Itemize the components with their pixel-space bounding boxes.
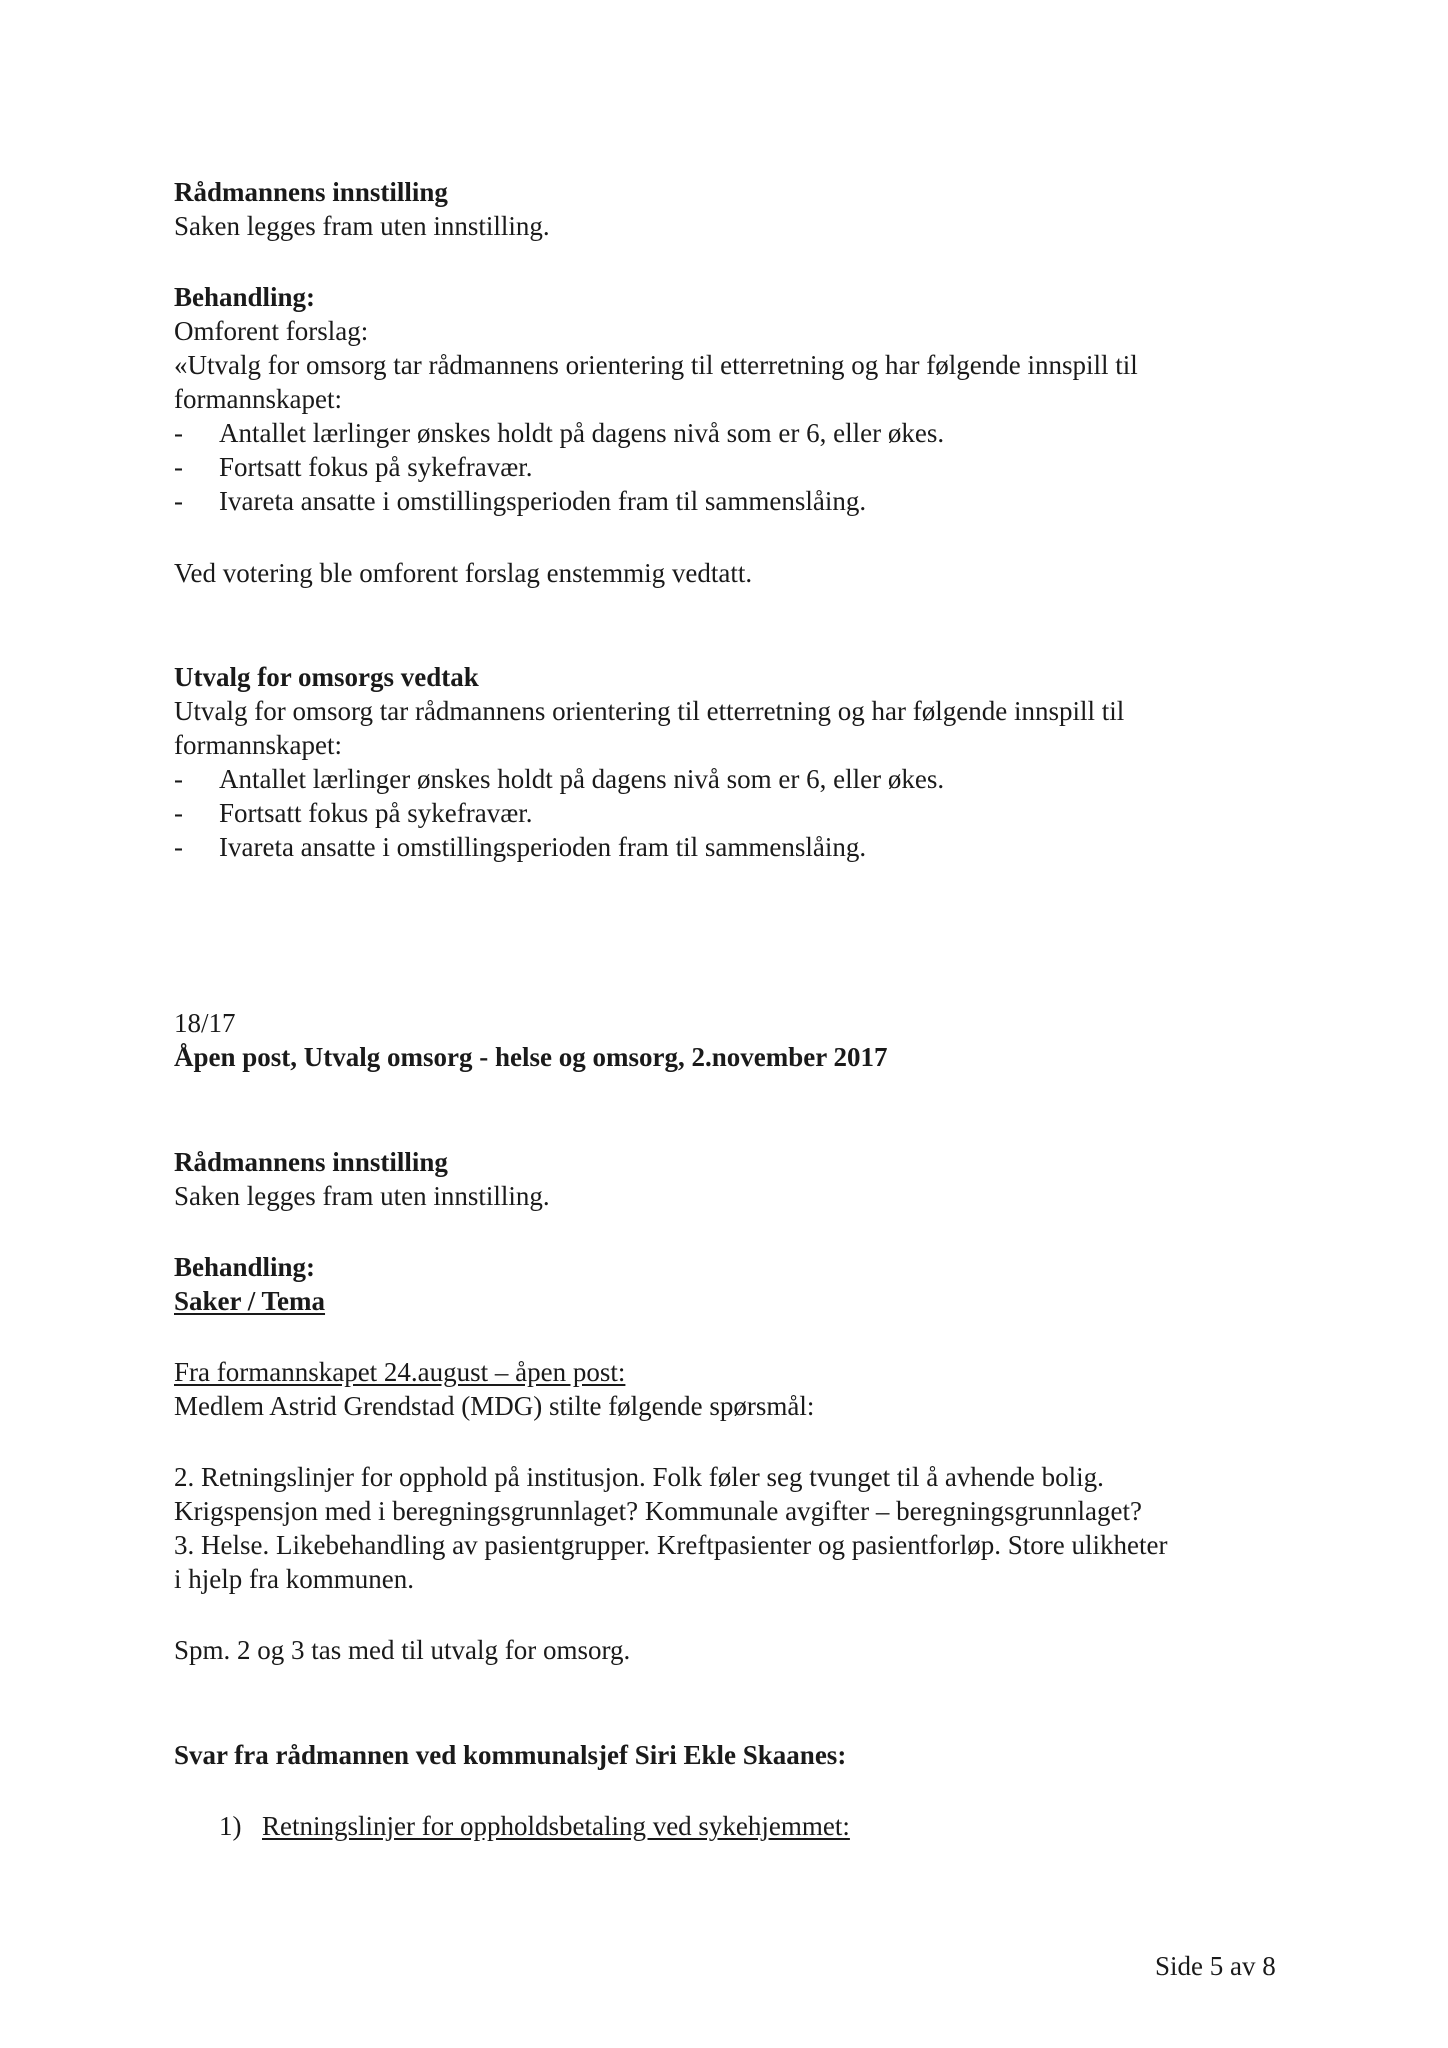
proposal-intro-line-1: «Utvalg for omsorg tar rådmannens orientering til etterretning og har følgende innspill til	[174, 350, 1138, 380]
recommendation-heading-2: Rådmannens innstilling	[174, 1147, 448, 1177]
questions-note: Spm. 2 og 3 tas med til utvalg for omsorg.	[174, 1635, 631, 1665]
question-line: Krigspensjon med i beregningsgrunnlaget? Kommunale avgifter – beregningsgrunnlaget?	[174, 1496, 1142, 1526]
bullet-dash: -	[174, 452, 183, 482]
treatment-heading: Behandling:	[174, 282, 316, 312]
proposal-item: Ivareta ansatte i omstillingsperioden fram til sammenslåing.	[219, 486, 867, 516]
bullet-dash: -	[174, 832, 183, 862]
topics-heading: Saker / Tema	[174, 1286, 326, 1316]
bullet-dash: -	[174, 764, 183, 794]
page-number: Side 5 av 8	[1155, 1951, 1276, 1981]
bullet-dash: -	[174, 486, 183, 516]
proposal-label: Omforent forslag:	[174, 316, 369, 346]
bullet-dash: -	[174, 798, 183, 828]
proposal-intro-line-2: formannskapet:	[174, 384, 342, 414]
answer-item-number: 1)	[219, 1811, 242, 1841]
bullet-dash: -	[174, 418, 183, 448]
question-line: 2. Retningslinjer for opphold på institusjon. Folk føler seg tvunget til å avhende bolig.	[174, 1462, 1104, 1492]
answer-heading: Svar fra rådmannen ved kommunalsjef Siri Ekle Skaanes:	[174, 1740, 847, 1770]
decision-intro-line-1: Utvalg for omsorg tar rådmannens orientering til etterretning og har følgende innspill til	[174, 696, 1125, 726]
question-line: i hjelp fra kommunen.	[174, 1564, 414, 1594]
decision-item: Ivareta ansatte i omstillingsperioden fram til sammenslåing.	[219, 832, 867, 862]
recommendation-text: Saken legges fram uten innstilling.	[174, 211, 550, 241]
source-line: Fra formannskapet 24.august – åpen post:	[174, 1357, 626, 1387]
member-line: Medlem Astrid Grendstad (MDG) stilte følgende spørsmål:	[174, 1391, 815, 1421]
case-title: Åpen post, Utvalg omsorg - helse og omsorg, 2.november 2017	[174, 1042, 888, 1072]
vote-text: Ved votering ble omforent forslag enstemmig vedtatt.	[174, 558, 753, 588]
decision-item: Antallet lærlinger ønskes holdt på dagens nivå som er 6, eller økes.	[219, 764, 945, 794]
question-line: 3. Helse. Likebehandling av pasientgrupper. Kreftpasienter og pasientforløp. Store ulikheter	[174, 1530, 1168, 1560]
recommendation-text-2: Saken legges fram uten innstilling.	[174, 1181, 550, 1211]
decision-heading: Utvalg for omsorgs vedtak	[174, 662, 479, 692]
case-number: 18/17	[174, 1008, 236, 1038]
decision-intro-line-2: formannskapet:	[174, 730, 342, 760]
proposal-item: Antallet lærlinger ønskes holdt på dagens nivå som er 6, eller økes.	[219, 418, 945, 448]
decision-item: Fortsatt fokus på sykefravær.	[219, 798, 533, 828]
treatment-heading-2: Behandling:	[174, 1252, 316, 1282]
recommendation-heading: Rådmannens innstilling	[174, 177, 448, 207]
answer-item-text: Retningslinjer for oppholdsbetaling ved sykehjemmet:	[262, 1811, 850, 1841]
proposal-item: Fortsatt fokus på sykefravær.	[219, 452, 533, 482]
